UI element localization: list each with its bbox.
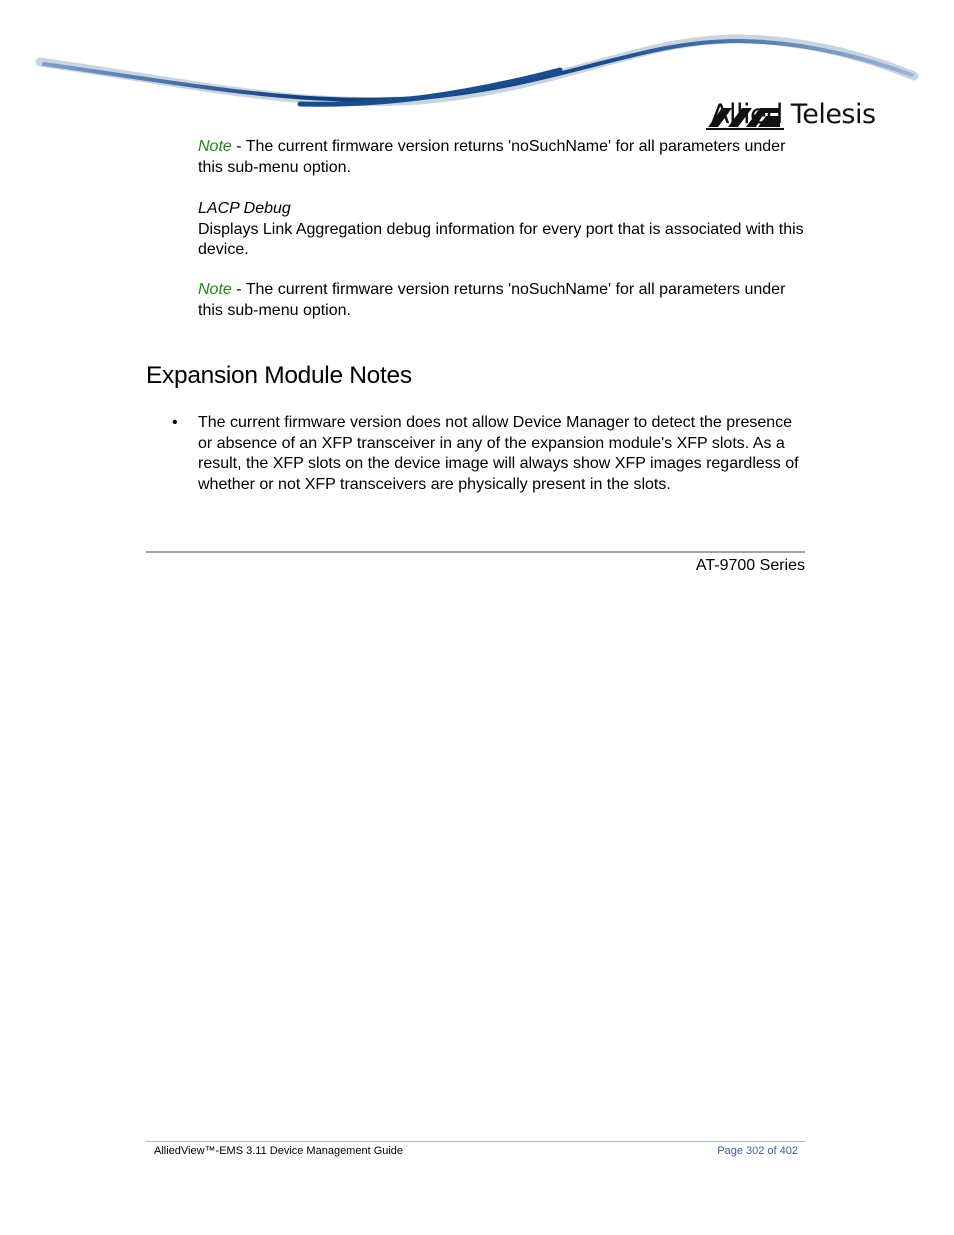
note-label: Note [198,138,232,155]
logo-wordmark: Allied Telesis [711,99,876,130]
lacp-debug-block [198,199,808,261]
note-text: - The current firmware version returns 'noSuchName' for all parameters under this sub-menu option. [198,281,786,319]
note-label: Note [198,281,232,298]
section-heading: Expansion Module Notes [146,362,412,389]
lacp-debug-title: LACP Debug [198,200,291,217]
note-paragraph-1 [198,137,808,178]
section-divider [146,551,805,553]
lacp-debug-description: Displays Link Aggregation debug information for every port that is associated with this device. [198,220,804,258]
footer-page-number: Page 302 of 402 [717,1145,798,1157]
bullet-marker: • [172,414,178,431]
note-paragraph-2 [198,280,808,321]
note-text: - The current firmware version returns 'noSuchName' for all parameters under this sub-menu option. [198,138,786,176]
bullet-text: The current firmware version does not allow Device Manager to detect the presence or absence of an XFP transceiver in any of the expansion module's XFP slots. As a result, the XFP slots on the device image will always show XFP images regardless of whether or not XFP transceivers are physically present in the slots. [198,414,799,493]
footer-guide-title: AlliedView™-EMS 3.11 Device Management Guide [154,1145,404,1157]
footer-divider [146,1141,805,1142]
series-label: AT-9700 Series [695,557,805,574]
